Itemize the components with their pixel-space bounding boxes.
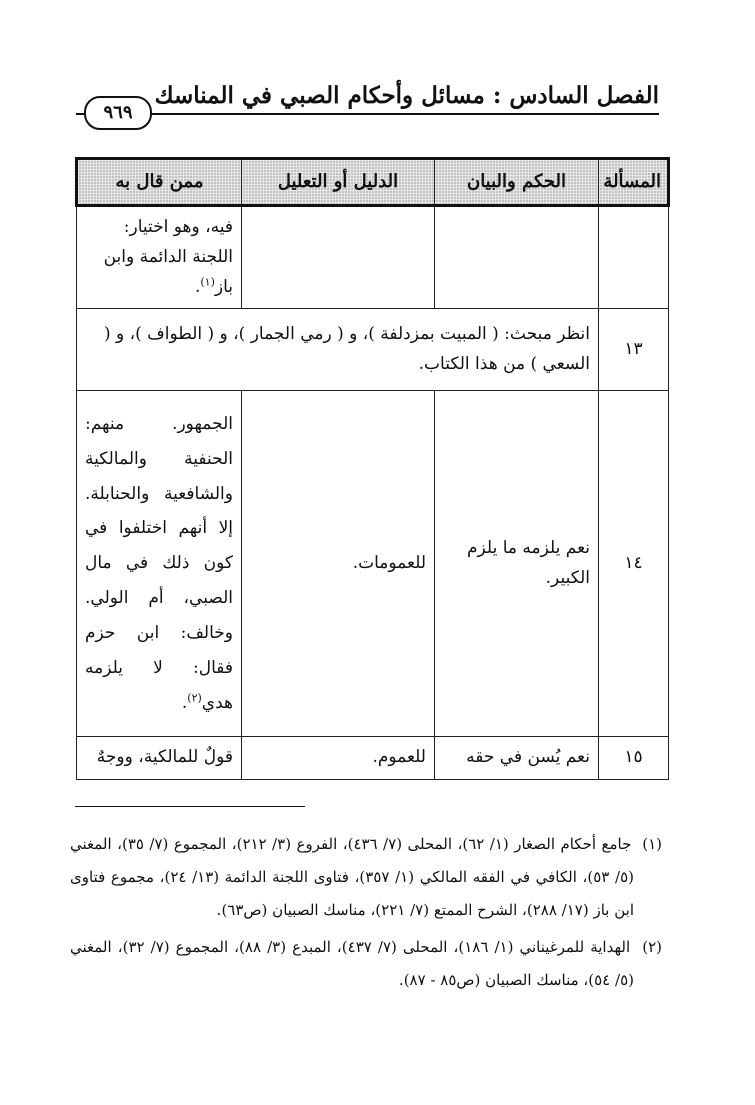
header-evidence: الدليل أو التعليل (242, 159, 435, 206)
table-row (77, 391, 669, 737)
holders-text: فيه، وهو اختيار: اللجنة الدائمة وابن باز (103, 217, 233, 297)
footnote-text: الهداية للمرغيناني (١/ ١٨٦)، المحلى (٧/ ٤٣٧)، المبدع (٣/ ٨٨)، المجموع (٧/ ٣٢)، المغني (٥/ ٥٤)، مناسك الصبيان (ص٨٥ - ٨٧). (70, 938, 634, 989)
footnote-separator (75, 806, 305, 807)
cell-ruling: نعم يُسن في حقه (435, 737, 599, 780)
cell-issue: ١٥ (599, 737, 669, 780)
footnote-item (70, 931, 662, 997)
footnote-text: جامع أحكام الصغار (١/ ٦٢)، المحلى (٧/ ٤٣٦)، الفروع (٣/ ٢١٢)، المجموع (٧/ ٣٥)، المغني (٥/ ٥٣)، الكافي في الفقه المالكي (١/ ٣٥٧)، فتاوى اللجنة الدائمة (١٣/ ٢٤)، مجموع فتاوى ابن باز (١٧/ ٢٨٨)، الشرح الممتع (٧/ ٢٢١)، مناسك الصبيان (ص٦٣). (70, 835, 634, 919)
cell-issue: ١٤ (599, 391, 669, 737)
page-number: ٩٦٩ (84, 96, 152, 130)
header-holders: ممن قال به (77, 159, 242, 206)
table-row (77, 206, 669, 309)
footnote-item (70, 828, 662, 927)
cell-issue: ١٣ (599, 309, 669, 391)
table-row (77, 737, 669, 780)
header-rule (76, 113, 659, 115)
cell-ruling: نعم يلزمه ما يلزم الكبير. (435, 391, 599, 737)
footnote-marker: (١) (642, 835, 663, 853)
cell-holders: فيه، وهو اختيار: اللجنة الدائمة وابن باز$^{(١)}$. (77, 206, 242, 309)
header-ruling: الحكم والبيان (435, 159, 599, 206)
rulings-table (75, 157, 670, 780)
cell-holders: الجمهور. منهم: الحنفية والمالكية والشافعية والحنابلة. إلا أنهم اختلفوا في كون ذلك في مال الصبي، أم الولي. وخالف: ابن حزم فقال: لا يلزمه هدي$^{(٢)}$. (77, 391, 242, 737)
footnote-ref: (٢) (187, 691, 202, 705)
holders-text: الجمهور. منهم: الحنفية والمالكية والشافعية والحنابلة. إلا أنهم اختلفوا في كون ذلك في مال الصبي، أم الولي. وخالف: ابن حزم فقال: لا يلزمه هدي (85, 413, 233, 713)
cell-evidence (242, 206, 435, 309)
footnote-ref: (١) (200, 274, 215, 288)
header-issue: المسألة (599, 159, 669, 206)
cell-holders: قولٌ للمالكية، ووجهٌ (77, 737, 242, 780)
cell-evidence: للعموم. (242, 737, 435, 780)
footnote-marker: (٢) (642, 938, 663, 956)
cell-ruling (435, 206, 599, 309)
running-header-title: الفصل السادس : مسائل وأحكام الصبي في المناسك (154, 82, 659, 109)
cell-merged-note: انظر مبحث: ( المبيت بمزدلفة )، و ( رمي الجمار )، و ( الطواف )، و ( السعي ) من هذا الكتاب. (77, 309, 599, 391)
table-header-row (77, 159, 669, 206)
cell-evidence: للعمومات. (242, 391, 435, 737)
cell-issue (599, 206, 669, 309)
footnotes (70, 828, 662, 1001)
table-row (77, 309, 669, 391)
